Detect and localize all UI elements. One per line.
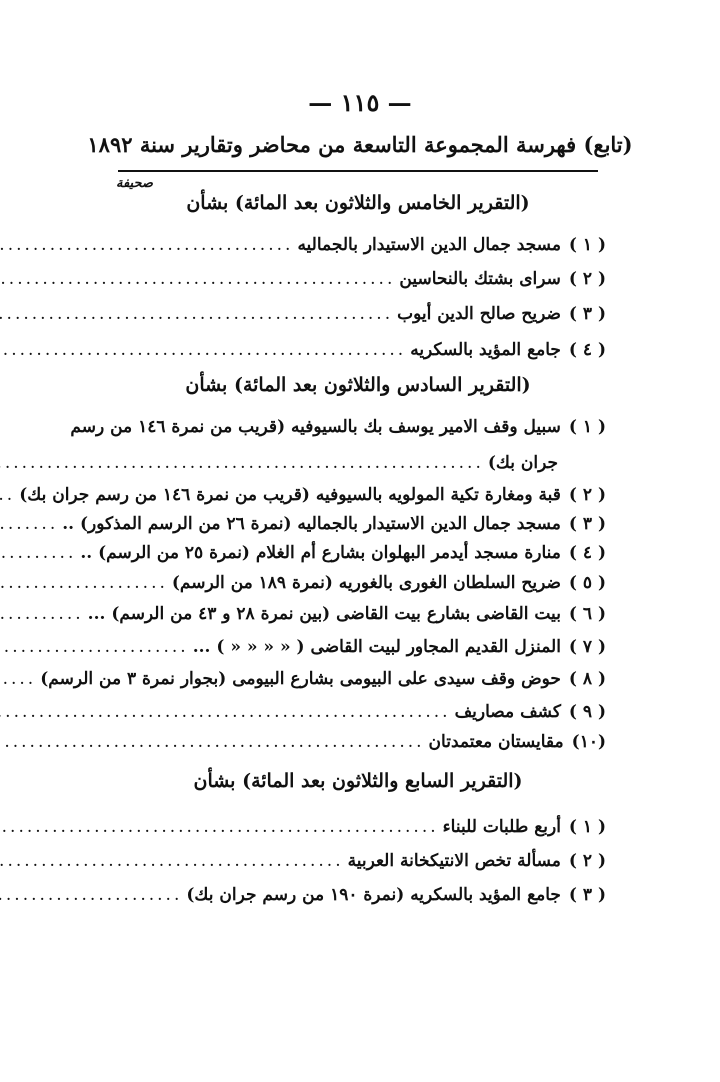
page-title: (تابع) فهرسة المجموعة التاسعة من محاضر وتقارير سنة ١٨٩٢ (87, 132, 633, 157)
entry-number: ( ٣ ) (568, 304, 606, 324)
toc-entry (126, 880, 606, 910)
leader-dots (0, 453, 484, 473)
section-heading: (التقرير السابع والثلاثون بعد المائة) بشأن (193, 770, 523, 792)
entry-text: قبة ومغارة تكية المولويه بالسيوفيه (قريب من نمرة ١٤٦ من رسم جران بك) (19, 485, 561, 505)
toc-entry (87, 599, 606, 629)
entry-text: ضريح صالح الدين أيوب (397, 304, 561, 324)
toc-entry (126, 335, 606, 365)
entry-text: أربع طلبات للبناء (442, 817, 561, 837)
leader-dots (0, 885, 182, 905)
toc-entry (80, 538, 606, 568)
entry-text: مسألة تخص الانتيكخانة العربية (347, 851, 561, 871)
leader-dots (0, 817, 439, 837)
leader-dots (0, 269, 395, 289)
entry-number: ( ٩ ) (568, 702, 606, 722)
entry-text: مقايستان معتمدتان (428, 732, 564, 752)
entry-number: ( ٧ ) (568, 637, 606, 657)
leader-dots (0, 304, 393, 324)
toc-entry (126, 299, 606, 329)
toc-entry (126, 846, 606, 876)
leader-dots (0, 514, 58, 534)
entry-text: جامع المؤيد بالسكريه (410, 340, 561, 360)
entry-number: ( ٨ ) (568, 669, 606, 689)
toc-entry (126, 230, 606, 260)
entry-text: جامع المؤيد بالسكريه (نمرة ١٩٠ من رسم جران بك) (186, 885, 561, 905)
toc-entry (126, 727, 606, 757)
entry-text: حوض وقف سيدى على البيومى بشارع البيومى (بجوار نمرة ٣ من الرسم) (40, 669, 561, 689)
entry-text: كشف مصاريف (454, 702, 561, 722)
entry-number: ( ٢ ) (568, 851, 606, 871)
entry-number: ( ٢ ) (568, 485, 606, 505)
entry-text: ضريح السلطان الغورى بالغوريه (نمرة ١٨٩ من الرسم) (171, 573, 561, 593)
entry-number: ( ٦ ) (568, 604, 606, 624)
page-column-label: صحيفة (116, 176, 153, 191)
leader-dots (0, 573, 168, 593)
leader-dots (0, 604, 84, 624)
toc-entry-continuation (126, 448, 606, 478)
entry-number: ( ٤ ) (568, 543, 606, 563)
leader-dots (0, 340, 406, 360)
leader-dots (0, 485, 15, 505)
entry-number: ( ٤ ) (568, 340, 606, 360)
entry-number: (١٠) (571, 732, 606, 752)
toc-entry (126, 632, 606, 662)
entry-text: المنزل القديم المجاور لبيت القاضى ( « « « « ) ... (192, 637, 561, 657)
title-rule (118, 170, 598, 172)
leader-dots (0, 637, 189, 657)
toc-entry (70, 412, 606, 442)
entry-text-continuation: جران بك) (487, 453, 558, 473)
entry-number: ( ٣ ) (568, 514, 606, 534)
entry-number: ( ١ ) (568, 417, 606, 437)
entry-text: مسجد جمال الدين الاستيدار بالجماليه (297, 235, 561, 255)
entry-text: سبيل وقف الامير يوسف بك بالسيوفيه (قريب من نمرة ١٤٦ من رسم (70, 417, 561, 437)
leader-dots (0, 669, 36, 689)
section-heading: (التقرير السادس والثلاثون بعد المائة) بشأن (185, 374, 531, 396)
entry-text: بيت القاضى بشارع بيت القاضى (بين نمرة ٢٨ و ٤٣ من الرسم) ... (87, 604, 561, 624)
page-number: — ١١٥ — (308, 88, 412, 117)
entry-number: ( ١ ) (568, 817, 606, 837)
entry-number: ( ١ ) (568, 235, 606, 255)
entry-text: مسجد جمال الدين الاستيدار بالجماليه (نمرة ٢٦ من الرسم المذكور) .. (62, 514, 561, 534)
toc-entry (40, 664, 606, 694)
leader-dots (0, 732, 425, 752)
toc-entry (62, 509, 606, 539)
entry-number: ( ٥ ) (568, 573, 606, 593)
leader-dots (0, 702, 451, 722)
entry-number: ( ٢ ) (568, 269, 606, 289)
entry-text: منارة مسجد أيدمر البهلوان بشارع أم الغلام (نمرة ٢٥ من الرسم) .. (80, 543, 561, 563)
leader-dots (0, 851, 344, 871)
entry-number: ( ٣ ) (568, 885, 606, 905)
toc-entry (19, 480, 606, 510)
leader-dots (0, 235, 293, 255)
entry-text: سراى بشتك بالنحاسين (399, 269, 561, 289)
toc-entry (126, 697, 606, 727)
section-heading: (التقرير الخامس والثلاثون بعد المائة) بشأن (186, 192, 530, 214)
leader-dots (0, 543, 76, 563)
toc-entry (126, 264, 606, 294)
toc-entry (126, 812, 606, 842)
toc-entry (126, 568, 606, 598)
